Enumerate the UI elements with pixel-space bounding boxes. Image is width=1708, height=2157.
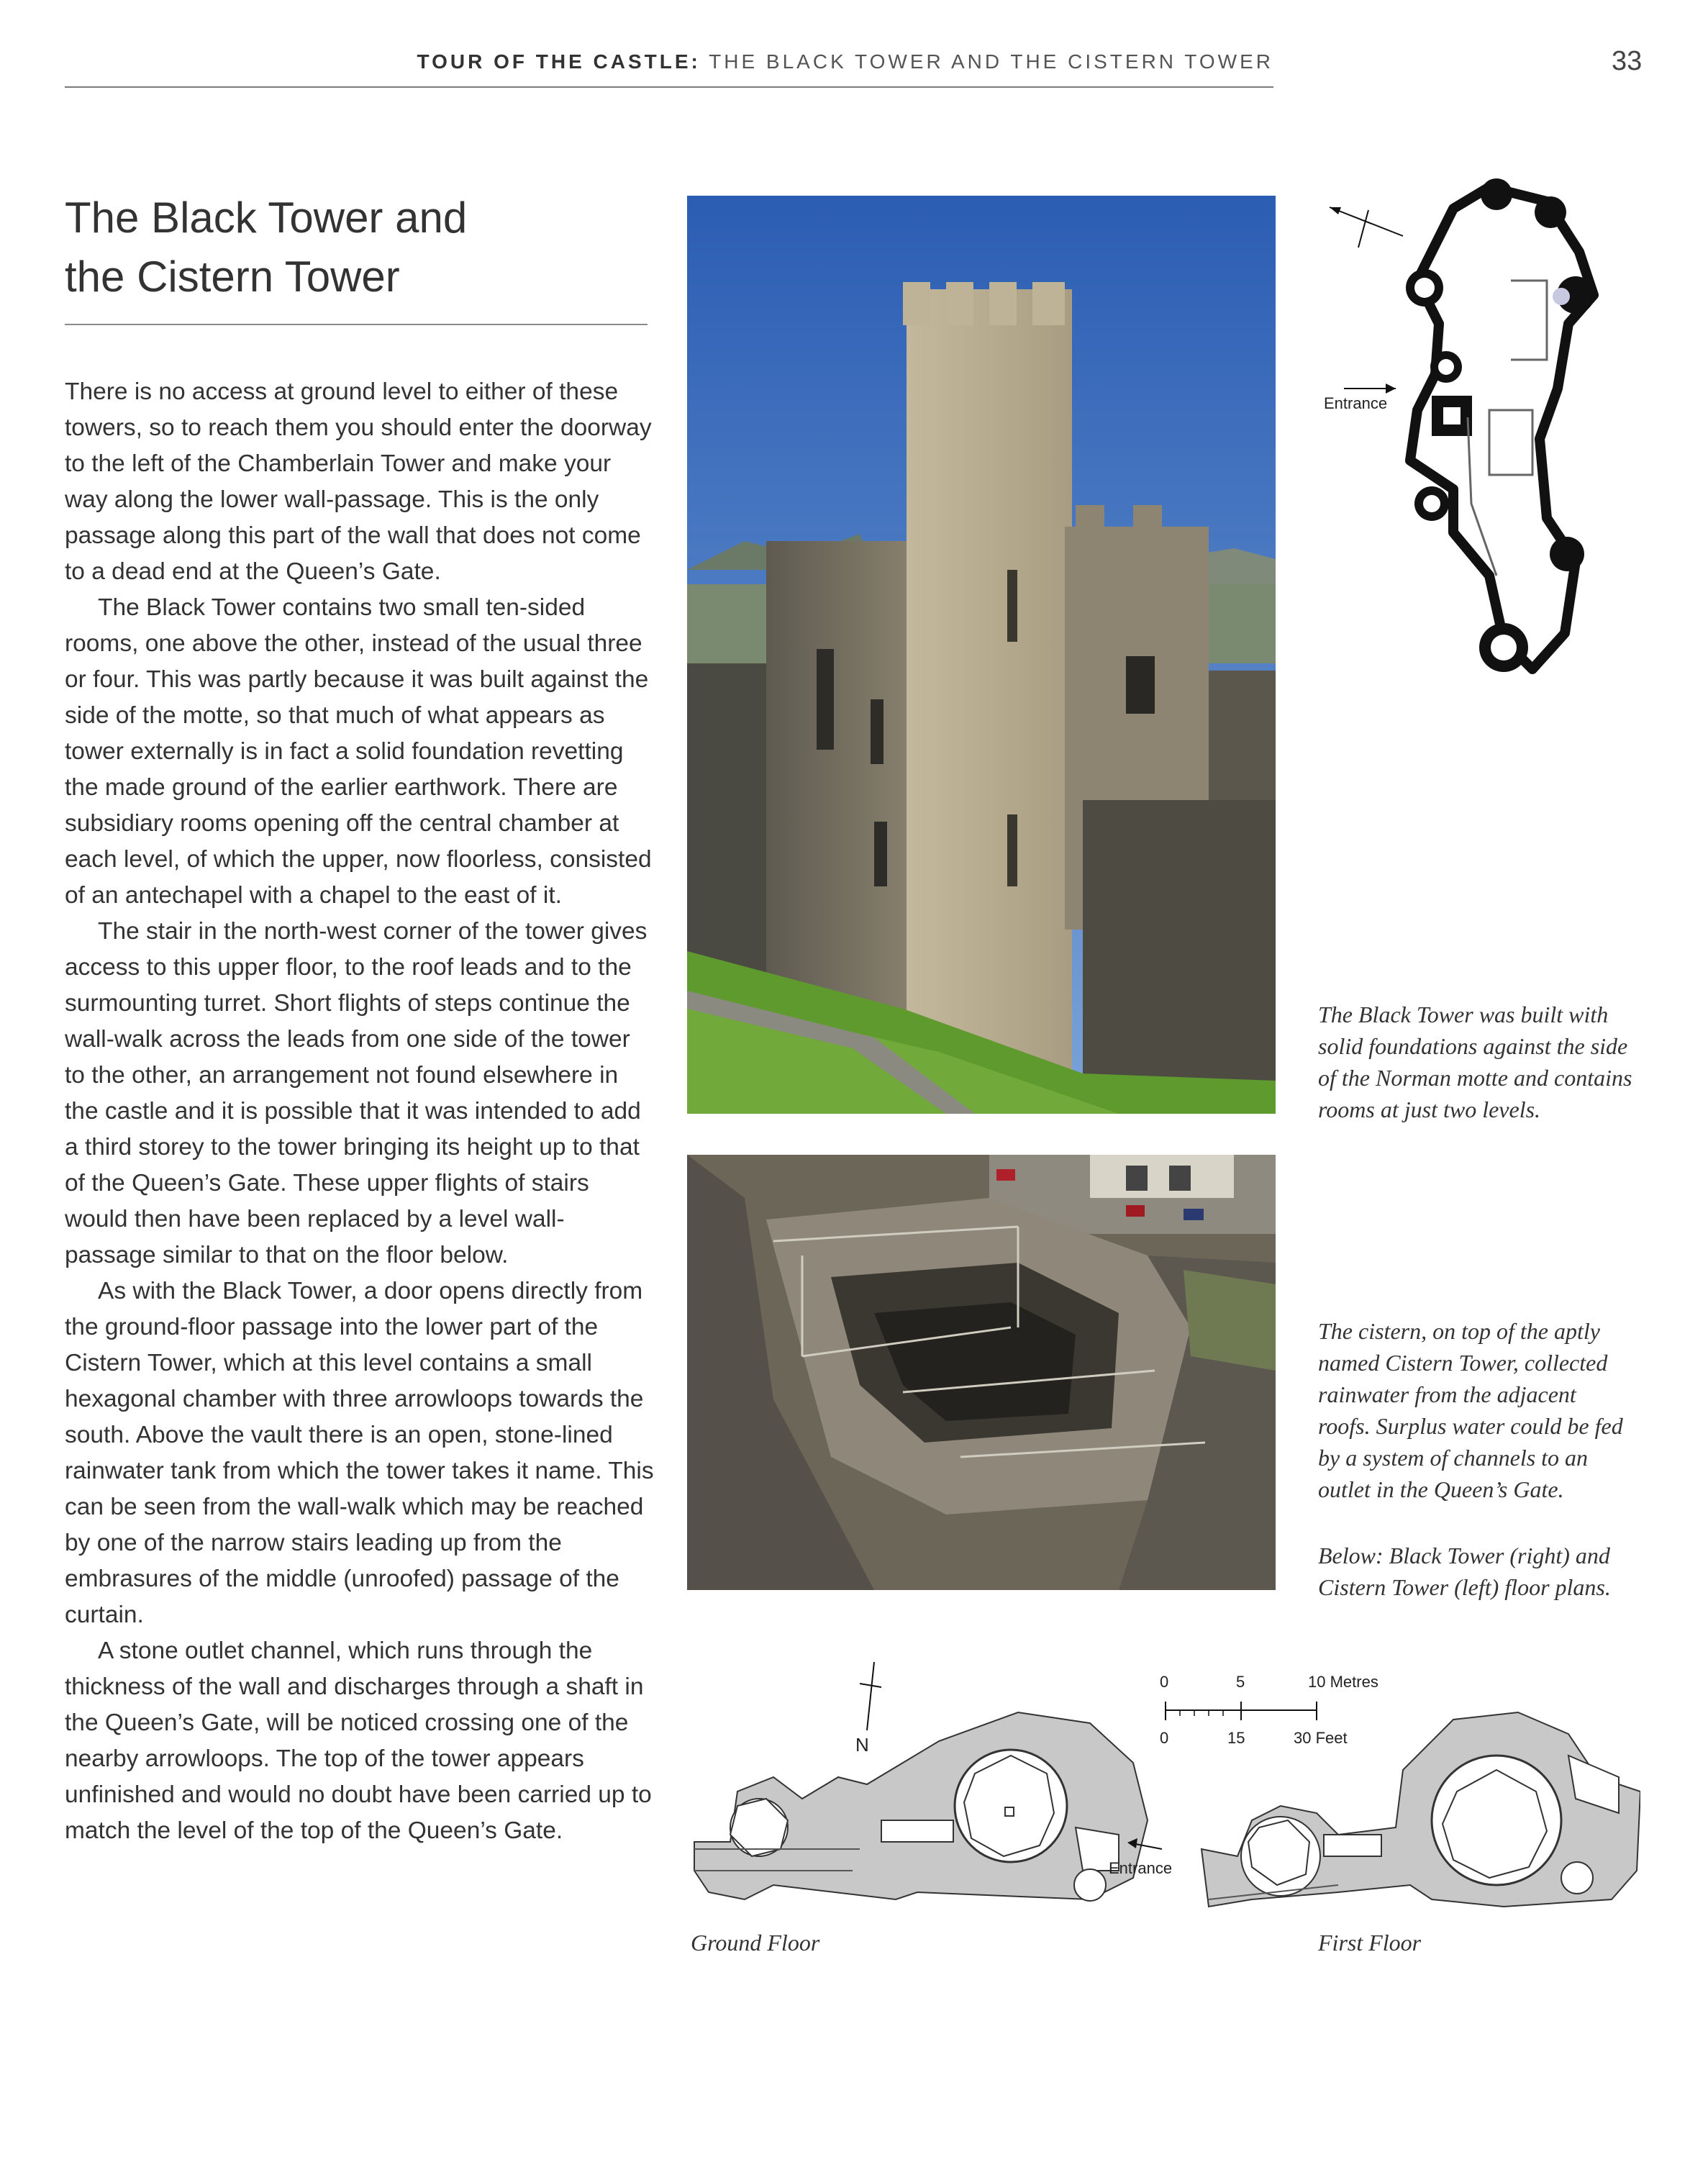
body-paragraph-2: The Black Tower contains two small ten-sided rooms, one above the other, instead of the usual three or four. This was partly because it was built against the side of the motte, so that much of what appears as tower externally is in fact a solid foundation revetting the made ground of the earlier earthwork. There are subsidiary rooms opening off the central chamber at each level, of which the upper, now floorless, consisted of an antechapel with a chapel to the east of it. xyxy=(65,594,652,909)
first-floor-plan xyxy=(1194,1684,1640,1928)
first-floor-label: First Floor xyxy=(1318,1930,1422,1956)
scale-metres-0: 0 xyxy=(1160,1673,1169,1691)
body-text xyxy=(65,374,655,1849)
cistern-photo xyxy=(687,1155,1276,1590)
caption-black-tower: The Black Tower was built with solid foundations against the side of the Norman motte and contains rooms at just two levels. xyxy=(1318,1002,1632,1122)
caption-floor-plans: Below: Black Tower (right) and Cistern Tower (left) floor plans. xyxy=(1318,1543,1611,1600)
ground-floor-plan xyxy=(687,1655,1219,1928)
body-paragraph-1: There is no access at ground level to either of these towers, so to reach them you should enter the doorway to the left of the Chamberlain Tower and make your way along the lower wall-passage. This is the only passage along this part of the wall that does not come to a dead end at the Queen’s Gate. xyxy=(65,378,652,585)
body-paragraph-3: The stair in the north-west corner of the tower gives access to this upper floor, to the roof leads and to the surmounting turret. Short flights of steps continue the wall-walk across the leads from one side of the tower to the other, an arrangement not found elsewhere in the castle and it is possible that it was intended to add a third storey to the tower bringing its height up to that of the Queen’s Gate. These upper flights of stairs would then have been replaced by a level wall-passage similar to that on the floor below. xyxy=(65,918,648,1268)
scale-feet-0: 0 xyxy=(1160,1729,1169,1747)
section-subtitle: THE BLACK TOWER AND THE CISTERN TOWER xyxy=(709,50,1273,73)
body-paragraph-4: As with the Black Tower, a door opens directly from the ground-floor passage into the lower part of the Cistern Tower, which at this level contains a small hexagonal chamber with three arrowloops towards the south. Above the vault there is an open, stone-lined rainwater tank from which the tower takes it name. This can be seen from the wall-walk which may be reached by one of the narrow stairs leading up from the embrasures of the middle (unroofed) passage of the curtain. xyxy=(65,1278,654,1628)
title-line-2: the Cistern Tower xyxy=(65,253,400,301)
body-paragraph-5: A stone outlet channel, which runs through the thickness of the wall and discharges through a shaft in the Queen’s Gate, will be noticed crossing one of the nearby arrowloops. The top of the tower appears unfinished and would no doubt have been carried up to match the level of the top of the Queen’s Gate. xyxy=(65,1638,652,1844)
plan-entrance-label: Entrance xyxy=(1109,1859,1173,1877)
page-number: 33 xyxy=(1612,46,1643,76)
running-head xyxy=(65,45,1273,88)
title-line-1: The Black Tower and xyxy=(65,194,468,242)
site-plan-entrance-label: Entrance xyxy=(1324,394,1388,412)
caption-cistern: The cistern, on top of the aptly named Cistern Tower, collected rainwater from the adjacent roofs. Surplus water could be fed by a system of channels to an outlet in the Queen’s Gate. xyxy=(1318,1318,1623,1502)
section-title: TOUR OF THE CASTLE: xyxy=(417,50,701,73)
scale-metres-5: 5 xyxy=(1236,1673,1245,1691)
plan-north-label: N xyxy=(855,1734,869,1756)
scale-feet-30: 30 Feet xyxy=(1294,1729,1348,1747)
running-head-text xyxy=(417,50,1273,73)
page-title xyxy=(65,189,648,325)
ground-floor-label: Ground Floor xyxy=(691,1930,820,1956)
black-tower-photo xyxy=(687,196,1276,1114)
scale-metres-10: 10 Metres xyxy=(1308,1673,1378,1691)
north-arrow-icon xyxy=(1330,207,1403,248)
castle-site-plan xyxy=(1309,173,1612,698)
scale-feet-15: 15 xyxy=(1227,1729,1245,1747)
plan-north-arrow-icon xyxy=(860,1662,881,1730)
